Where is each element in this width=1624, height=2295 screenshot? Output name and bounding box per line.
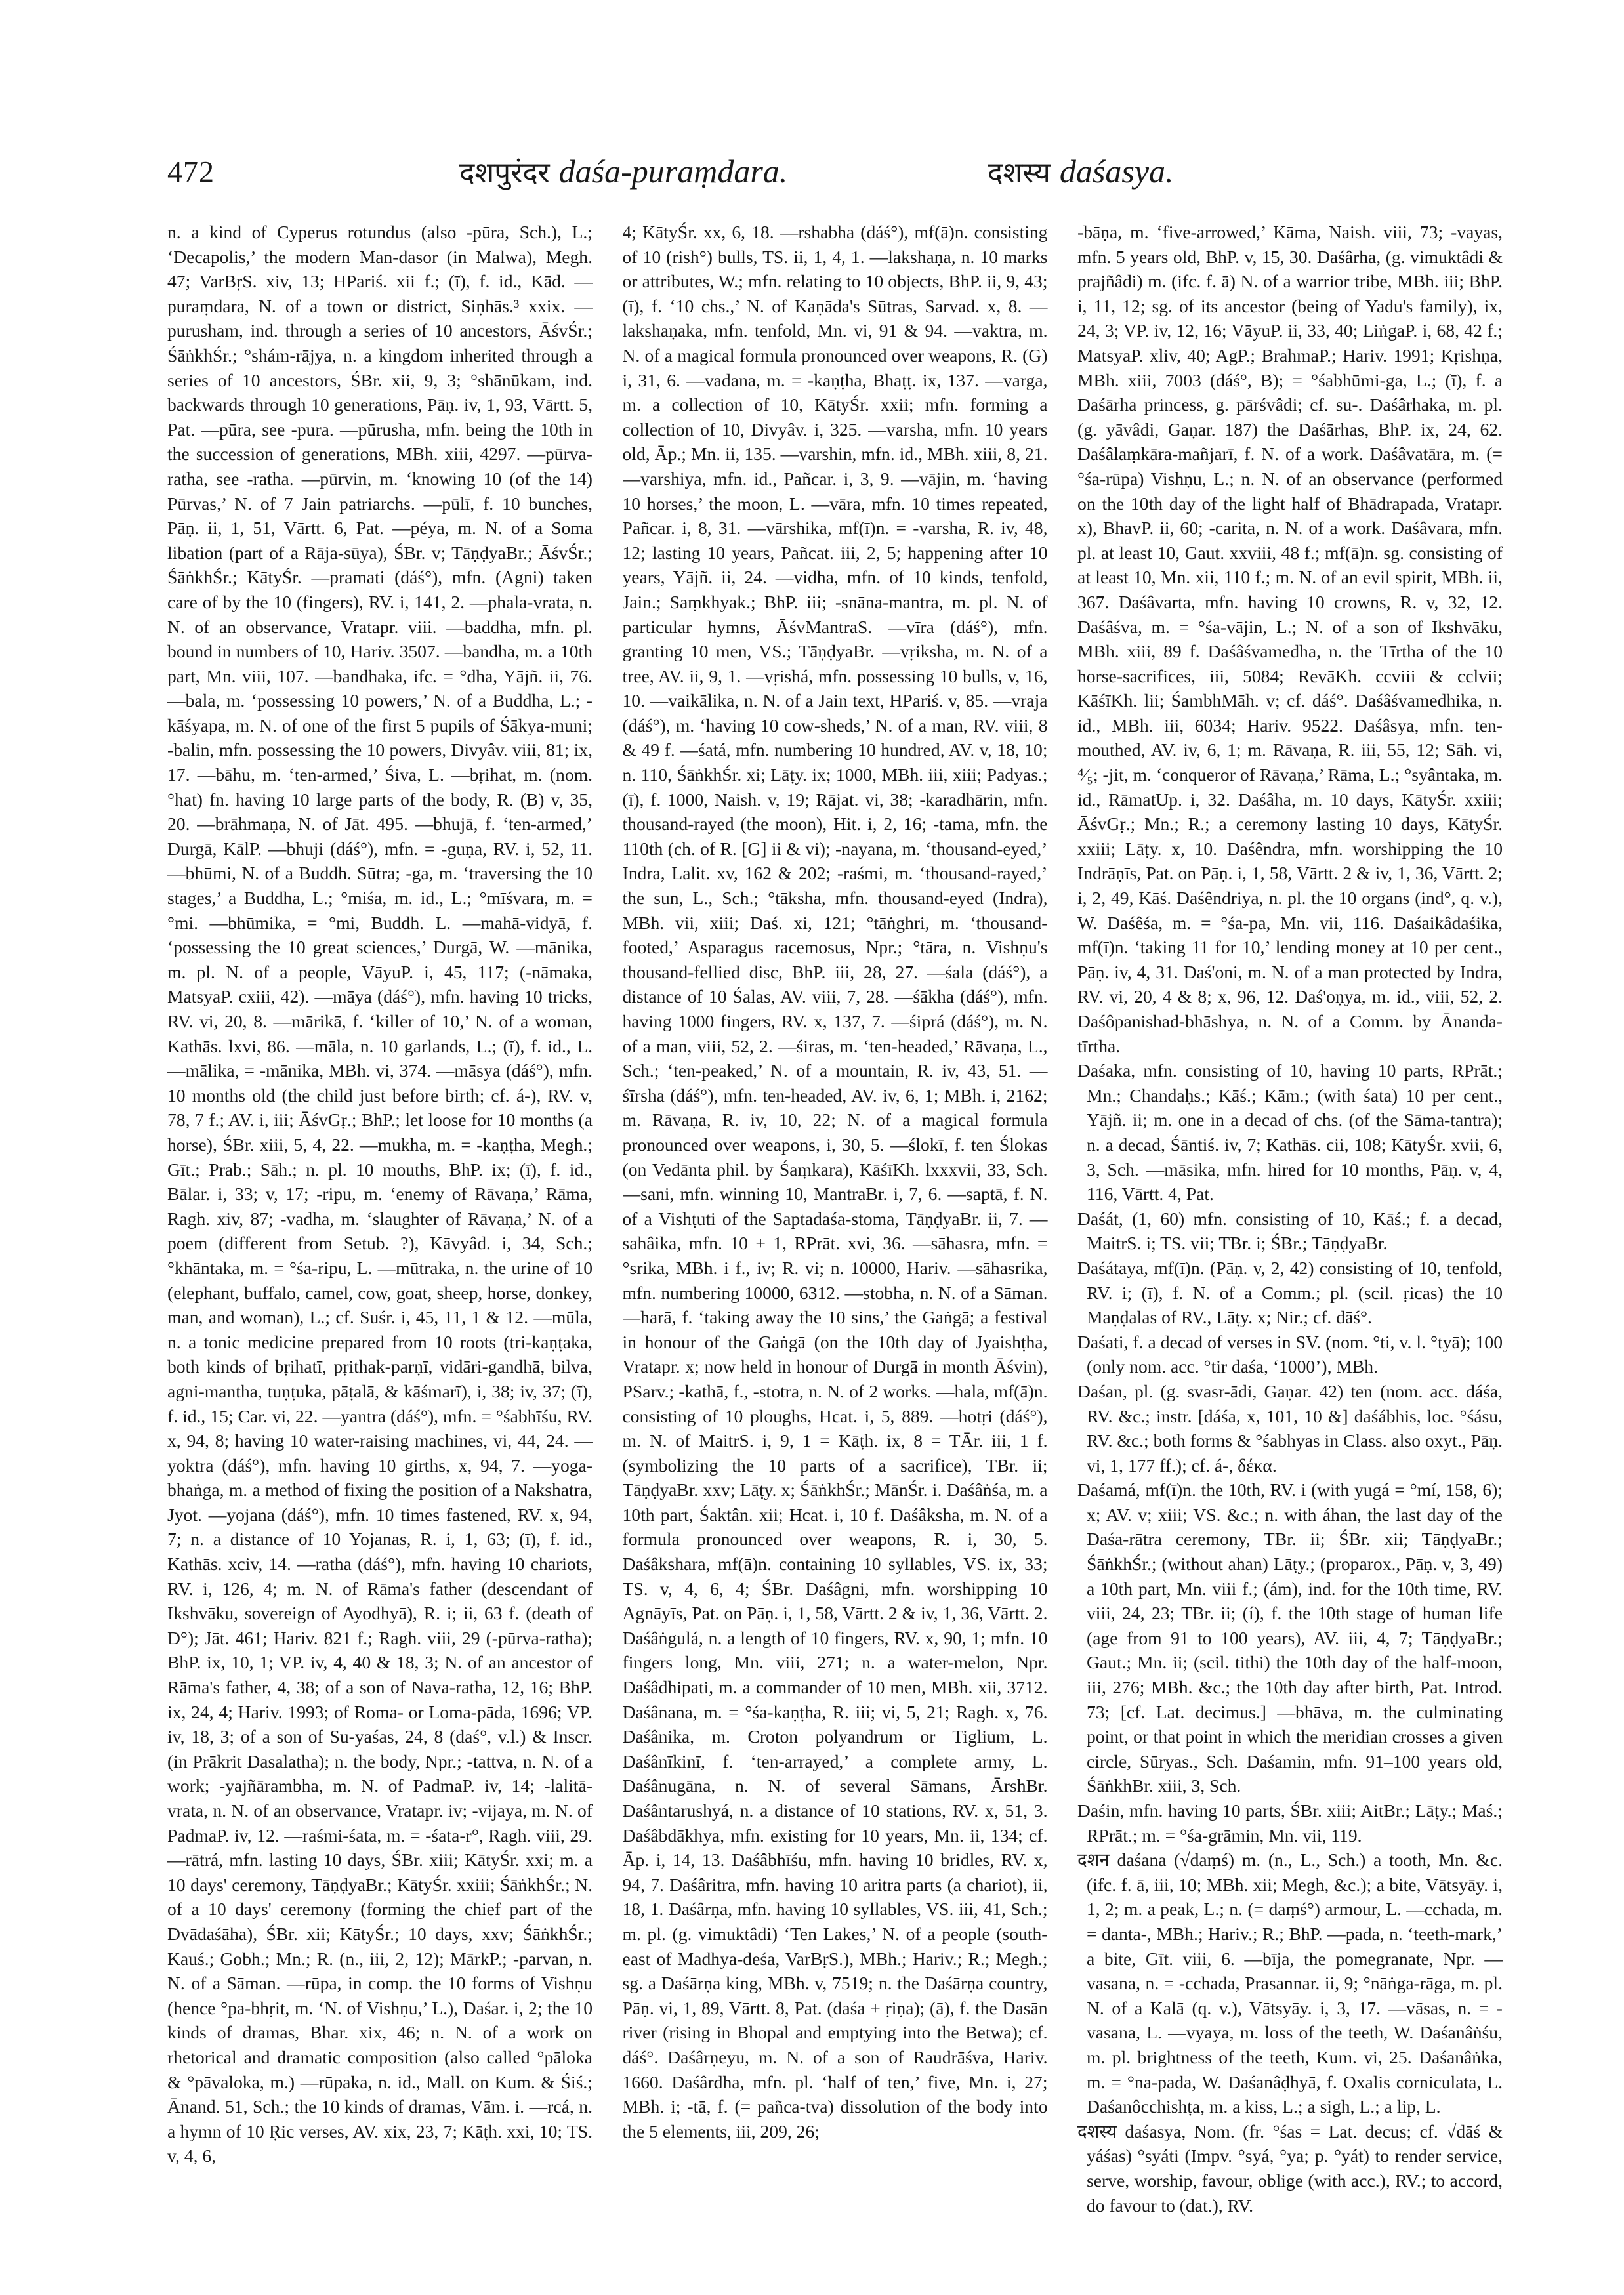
right-headword-latin: daśasya. bbox=[1059, 153, 1174, 190]
entry-dasati: Daśati, f. a decad of verses in SV. (nom. °ti, v. l. °tyā); 100 (only nom. acc. °tir daśa, ‘1000’), MBh. bbox=[1077, 1331, 1503, 1377]
text-columns bbox=[167, 220, 1503, 2241]
page-header bbox=[167, 148, 1503, 207]
column-text: 4; KātyŚr. xx, 6, 18. —rshabha (dáś°), mf(ā)n. consisting of 10 (rish°) bulls, TS. ii, 1, 4, 1. —lakshaṇa, n. 10 marks or attributes, W.; mfn. relating to 10 objects, BhP. ii, 9, 43; (ī), f. ‘10 chs.,’ N. of Kaṇāda's Sūtras, Sarvad. x, 8. —lakshaṇaka, mfn. tenfold, Mn. vi, 91 & 94. —vaktra, m. N. of a magical formula pronounced over weapons, R. (G) i, 31, 6. —vadana, m. = -kaṇṭha, Bhaṭṭ. ix, 137. —varga, m. a collection of 10, KātyŚr. xxii; mfn. forming a collection of 10, Divyâv. i, 325. —varsha, mfn. 10 years old, Āp.; Mn. ii, 135. —varshin, mfn. id., MBh. xiii, 8, 21. —varshiya, mfn. id., Pañcar. i, 3, 9. —vājin, m. ‘having 10 horses,’ the moon, L. —vāra, mfn. 10 times repeated, Pañcar. i, 8, 31. —vārshika, mf(ī)n. = -varsha, R. iv, 48, 12; lasting 10 years, Pañcat. iii, 2, 5; happening after 10 years, Yājñ. ii, 24. —vidha, mfn. of 10 kinds, tenfold, Jain.; Saṃkhyak.; BhP. iii; -snāna-mantra, m. pl. N. of particular hymns, ĀśvMantraS. —vīra (dáś°), mfn. granting 10 men, VS.; TāṇḍyaBr. —vṛiksha, m. N. of a tree, AV. ii, 9, 1. —vṛishá, mfn. possessing 10 bulls, v, 16, 10. —vaikālika, n. N. of a Jain text, HPariś. v, 85. —vraja (dáś°), m. ‘having 10 cow-sheds,’ N. of a man, RV. viii, 8 & 49 f. —śatá, mfn. numbering 10 hundred, AV. v, 18, 10; n. 110, ŚāṅkhŚr. xi; Lāṭy. ix; 1000, MBh. iii, xiii; Padyas.; (ī), f. 1000, Naish. v, 19; Rājat. vi, 38; -karadhārin, mfn. thousand-rayed (the moon), Hit. i, 2, 16; -tama, mfn. the 110th (ch. of R. [G] ii & vi); -nayana, m. ‘thousand-eyed,’ Indra, Lalit. xv, 162 & 202; -raśmi, m. ‘thousand-rayed,’ the sun, L., Sch.; °tāksha, mfn. thousand-eyed (Indra), MBh. vii, xiii; Daś. xi, 121; °tāṅghri, m. ‘thousand-footed,’ Asparagus racemosus, Npr.; °tāra, n. Vishṇu's thousand-fellied disc, BhP. iii, 28, 27. —śala (dáś°), a distance of 10 Śalas, AV. viii, 7, 28. —śākha (dáś°), mfn. having 1000 fingers, RV. x, 137, 7. —śiprá (dáś°), m. N. of a man, viii, 52, 2. —śiras, m. ‘ten-headed,’ Rāvaṇa, L., Sch.; ‘ten-peaked,’ N. of a mountain, R. iv, 43, 51. —śīrsha (dáś°), mfn. ten-headed, AV. iv, 6, 1; MBh. i, 2162; m. Rāvaṇa, R. iv, 10, 22; N. of a magical formula pronounced over weapons, i, 30, 5. —ślokī, f. ten Ślokas (on Vedānta phil. by Śaṃkara), KāśīKh. lxxxvii, 33, Sch. —sani, mfn. winning 10, MantraBr. i, 7, 6. —saptā, f. N. of a Vishṭuti of the Saptadaśa-stoma, TāṇḍyaBr. ii, 7. —sahâika, mfn. 10 + 1, RPrāt. xvi, 36. —sāhasra, mfn. = °srika, MBh. i f., iv; R. vi; n. 10000, Hariv. —sāhasrika, mfn. numbering 10000, 6312. —stobha, n. N. of a Sāman. —harā, f. ‘taking away the 10 sins,’ the Gaṅgā; a festival in honour of the Gaṅgā (on the 10th day of Jyaishṭha, Vratapr. x; now held in honour of Durgā in month Āśvin), PSarv.; -kathā, f., -stotra, n. N. of 2 works. —hala, mf(ā)n. consisting of 10 ploughs, Hcat. i, 5, 889. —hotṛi (dáś°), m. N. of MaitrS. i, 9, 1 = Kāṭh. ix, 8 = TĀr. iii, 1 f. (symbolizing the 10 parts of a sacrifice), TBr. ii; TāṇḍyaBr. xxv; Lāṭy. x; ŚāṅkhŚr.; MānŚr. i. Daśâṅśa, m. a 10th part, Śaktân. xii; Hcat. i, 10 f. Daśâksha, m. N. of a formula pronounced over weapons, R. i, 30, 5. Daśâkshara, mf(ā)n. containing 10 syllables, VS. ix, 33; TS. v, 4, 6, 4; ŚBr. Daśâgni, mfn. worshipping 10 Agnāyīs, Pat. on Pāṇ. i, 1, 58, Vārtt. 2 & iv, 1, 36, Vārtt. 2. Daśâṅgulá, n. a length of 10 fingers, RV. x, 90, 1; mfn. 10 fingers long, Mn. viii, 271; n. a water-melon, Npr. Daśâdhipati, m. a commander of 10 men, MBh. xii, 3712. Daśânana, m. = °śa-kaṇṭha, R. iii; vi, 5, 21; Ragh. x, 76. Daśânika, m. Croton polyandrum or Tiglium, L. Daśânīkinī, f. ‘ten-arrayed,’ a complete army, L. Daśânugāna, n. N. of several Sāmans, ĀrshBr. Daśântarushyá, n. a distance of 10 stations, RV. x, 51, 3. Daśâbdākhya, mfn. existing for 10 years, Mn. ii, 134; cf. Āp. i, 14, 13. Daśâbhīśu, mfn. having 10 bridles, RV. x, 94, 7. Daśâritra, mfn. having 10 aritra parts (a chariot), ii, 18, 1. Daśârṇa, mfn. having 10 syllables, VS. iii, 41, Sch.; m. pl. (g. vimuktâdi) ‘Ten Lakes,’ N. of a people (south-east of Madhya-deśa, VarBṛS.), MBh.; Hariv.; R.; Megh.; sg. a Daśārṇa king, MBh. v, 7519; n. the Daśārṇa country, Pāṇ. vi, 1, 89, Vārtt. 8, Pat. (daśa + ṛiṇa); (ā), f. the Dasān river (rising in Bhopal and emptying into the Betwa); cf. dáś°. Daśârṇeyu, m. N. of a son of Raudrāśva, Hariv. 1660. Daśârdha, mfn. pl. ‘half of ten,’ five, Mn. i, 27; MBh. i; -tā, f. (= pañca-tva) dissolution of the body into the 5 elements, iii, 209, 26; bbox=[622, 222, 1048, 2141]
page-number: 472 bbox=[167, 155, 215, 188]
entry-dasasya: दशस्य daśasya, Nom. (fr. °śas = Lat. decus; cf. √dāś & yáśas) °syáti (Impv. °syá, °ya; p. °yát) to render service, serve, worship, favour, oblige (with acc.), RV.; to accord, do favour to (dat.), RV. bbox=[1077, 2120, 1503, 2216]
entry-dasan: Daśan, pl. (g. svasr-ādi, Gaṇar. 42) ten (nom. acc. dáśa, RV. &c.; instr. [dáśa, x, 101, 10 &] daśábhis, loc. °śásu, RV. &c.; both forms & °śabhyas in Class. also oxyt., Pāṇ. vi, 1, 177 ff.); cf. á-, δέκα. bbox=[1077, 1380, 1503, 1476]
dictionary-page bbox=[167, 148, 1503, 2247]
left-running-headword bbox=[459, 152, 787, 191]
column-right bbox=[1077, 220, 1503, 2241]
entry-dasin: Daśin, mfn. having 10 parts, ŚBr. xiii; AitBr.; Lāṭy.; Maś.; RPrāt.; m. = °śa-grāmin, Mn. vii, 119. bbox=[1077, 1800, 1503, 1846]
column-left bbox=[167, 220, 593, 2241]
right-headword-devanagari: दशस्य bbox=[988, 156, 1051, 190]
column-text: -bāṇa, m. ‘five-arrowed,’ Kāma, Naish. viii, 73; -vayas, mfn. 5 years old, BhP. v, 15, 30. Daśârha, (g. vimuktâdi & prajñâdi) m. (ifc. f. ā) N. of a warrior tribe, MBh. iii; BhP. i, 11, 12; sg. of its ancestor (being of Yadu's family), ix, 24, 3; VP. iv, 12, 16; VāyuP. ii, 33, 40; LiṅgaP. i, 68, 42 f.; MatsyaP. xliv, 40; AgP.; BrahmaP.; Hariv. 1991; Kṛishṇa, MBh. xiii, 7003 (dáś°, B); = °śabhūmi-ga, L.; (ī), f. a Daśārha princess, g. pārśvâdi; cf. su-. Daśârhaka, m. pl. (g. yāvâdi, Gaṇar. 187) the Daśārhas, BhP. ix, 24, 62. Daśâlaṃkāra-mañjarī, f. N. of a work. Daśâvatāra, m. (= °śa-rūpa) Vishṇu, L.; n. N. of an observance (performed on the 10th day of the light half of Bhādrapada, Vratapr. x), BhavP. ii, 60; -carita, n. N. of a work. Daśâvara, mfn. pl. at least 10, Gaut. xxviii, 48 f.; mf(ā)n. sg. consisting of at least 10, Mn. xii, 110 f.; m. N. of an evil spirit, MBh. ii, 367. Daśâvarta, mfn. having 10 crowns, R. v, 32, 12. Daśâśva, m. = °śa-vājin, L.; N. of a son of Ikshvāku, MBh. xiii, 89 f. Daśâśvamedha, n. the Tīrtha of the 10 horse-sacrifices, iii, 5084; RevāKh. ccviii & cclvii; KāśīKh. lii; ŚambhMāh. v; cf. dáś°. Daśâśvamedhika, n. id., MBh. iii, 6034; Hariv. 9522. Daśâsya, mfn. ten-mouthed, AV. iv, 6, 1; m. Rāvaṇa, R. iii, 55, 12; Sāh. vi, ⁴⁄₅; -jit, m. ‘conqueror of Rāvaṇa,’ Rāma, L.; °syântaka, m. id., RāmatUp. i, 32. Daśâha, m. 10 days, KātyŚr. xxiii; ĀśvGṛ.; Mn.; R.; a ceremony lasting 10 days, KātyŚr. xxiii; Lāṭy. x, 10. Daśêndra, mfn. worshipping the 10 Indrāṇīs, Pat. on Pāṇ. i, 1, 58, Vārtt. 2 & iv, 1, 36, Vārtt. 2; i, 2, 49, Kāś. Daśêndriya, n. pl. the 10 organs (ind°, q. v.), W. Daśêśa, m. = °śa-pa, Mn. vii, 116. Daśaikâdaśika, mf(ī)n. ‘taking 11 for 10,’ lending money at 10 per cent., Pāṇ. iv, 4, 31. Daś'oni, m. N. of a man protected by Indra, RV. vi, 20, 4 & 8; x, 96, 12. Daś'oṇya, m. id., viii, 52, 2. Daśôpanishad-bhāshya, n. N. of a Comm. by Ānanda-tīrtha. bbox=[1077, 222, 1503, 1056]
column-middle bbox=[623, 220, 1048, 2241]
entry-dasaka: Daśaka, mfn. consisting of 10, having 10 parts, RPrāt.; Mn.; Chandaḥs.; Kāś.; Kām.; (with śata) 10 per cent., Yājñ. ii; m. one in a decad of chs. (of the Sāma-tantra); n. a decad, Śāntiś. iv, 7; Kathās. cii, 108; KātyŚr. xvii, 6, 3, Sch. —māsika, mfn. hired for 10 months, Pāṇ. v, 4, 116, Vārtt. 4, Pat. bbox=[1077, 1060, 1503, 1205]
left-headword-latin: daśa-puraṃdara. bbox=[558, 153, 788, 190]
entry-dasana: दशन daśana (√daṃś) m. (n., L., Sch.) a tooth, Mn. &c. (ifc. f. ā, iii, 10; MBh. xii; Megh, &c.); a bite, Vātsyāy. i, 1, 2; m. a peak, L.; n. (= daṃś°) armour, L. —cchada, m. = danta-, MBh.; Hariv.; R.; BhP. —pada, n. ‘teeth-mark,’ a bite, Gīt. viii, 6. —bīja, the pomegranate, Npr. —vasana, n. = -cchada, Prasannar. ii, 9; °nāṅga-rāga, m. pl. N. of a Kalā (q. v.), Vātsyāy. i, 3, 17. —vāsas, n. = -vasana, L. —vyaya, m. loss of the teeth, W. Daśanâṅśu, m. pl. brightness of the teeth, Kum. vi, 25. Daśanâṅka, m. = °na-pada, W. Daśanâḍhyā, f. Oxalis corniculata, L. Daśanôcchishṭa, m. a kiss, L.; a sigh, L.; a lip, L. bbox=[1077, 1850, 1503, 2117]
column-text: n. a kind of Cyperus rotundus (also -pūra, Sch.), L.; ‘Decapolis,’ the modern Man-dasor (in Malwa), Megh. 47; VarBṛS. xiv, 13; HPariś. xii f.; (ī), f. id., Kād. —puraṃdara, N. of a town or district, Siṇhās.³ xxix. —purusham, ind. through a series of 10 ancestors, ĀśvŚr.; ŚāṅkhŚr.; °shám-rājya, n. a kingdom inherited through a series of 10 ancestors, ŚBr. xii, 9, 3; °shānūkam, ind. backwards through 10 generations, Pāṇ. iv, 1, 93, Vārtt. 5, Pat. —pūra, see -pura. —pūrusha, mfn. being the 10th in the succession of generations, MBh. xiii, 4297. —pūrva-ratha, see -ratha. —pūrvin, m. ‘knowing 10 (of the 14) Pūrvas,’ N. of 7 Jain patriarchs. —pūlī, f. 10 bunches, Pāṇ. ii, 1, 51, Vārtt. 6, Pat. —péya, m. N. of a Soma libation (part of a Rāja-sūya), ŚBr. v; TāṇḍyaBr.; ĀśvŚr.; ŚāṅkhŚr.; KātyŚr. —pramati (dáś°), mfn. (Agni) taken care of by the 10 (fingers), RV. i, 141, 2. —phala-vrata, n. N. of an observance, Vratapr. viii. —baddha, mfn. pl. bound in numbers of 10, Hariv. 3507. —bandha, m. a 10th part, Mn. viii, 107. —bandhaka, ifc. = °dha, Yājñ. ii, 76. —bala, m. ‘possessing 10 powers,’ N. of a Buddha, L.; -kāśyapa, m. N. of one of the first 5 pupils of Śākya-muni; -balin, mfn. possessing the 10 powers, Divyâv. viii, 81; ix, 17. —bāhu, m. ‘ten-armed,’ Śiva, L. —bṛihat, m. (nom. °hat) fn. having 10 large parts of the body, R. (B) v, 35, 20. —brāhmaṇa, N. of Jāt. 495. —bhujā, f. ‘ten-armed,’ Durgā, KālP. —bhuji (dáś°), mfn. = -guṇa, RV. i, 52, 11. —bhūmi, N. of a Buddh. Sūtra; -ga, m. ‘traversing the 10 stages,’ a Buddha, L.; °miśa, m. id., L.; °mīśvara, m. = °mi. —bhūmika, = °mi, Buddh. L. —mahā-vidyā, f. ‘possessing the 10 great sciences,’ Durgā, W. —mānika, m. pl. N. of a people, VāyuP. i, 45, 117; (-nāmaka, MatsyaP. cxiii, 42). —māya (dáś°), mfn. having 10 tricks, RV. vi, 20, 8. —mārikā, f. ‘killer of 10,’ N. of a woman, Kathās. lxvi, 86. —māla, n. 10 garlands, L.; (ī), f. id., L. —mālika, = -mānika, MBh. vi, 374. —māsya (dáś°), mfn. 10 months old (the child just before birth; cf. á-), RV. v, 78, 7 f.; AV. i, iii; ĀśvGṛ.; BhP.; let loose for 10 months (a horse), ŚBr. xiii, 5, 4, 22. —mukha, m. = -kaṇṭha, Megh.; Gīt.; Prab.; Sāh.; n. pl. 10 mouths, BhP. ix; (ī), f. id., Bālar. i, 33; v, 17; -ripu, m. ‘enemy of Rāvaṇa,’ Rāma, Ragh. xiv, 87; -vadha, m. ‘slaughter of Rāvaṇa,’ N. of a poem (different from Setub. ?), Kāvyâd. i, 34, Sch.; °khāntaka, m. = °śa-ripu, L. —mūtraka, n. the urine of 10 (elephant, buffalo, camel, cow, goat, sheep, horse, donkey, man, and woman), L.; cf. Suśr. i, 45, 11, 1 & 12. —mūla, n. a tonic medicine prepared from 10 roots (tri-kaṇṭaka, both kinds of bṛihatī, pṛithak-parṇī, vidāri-gandhā, bilva, agni-mantha, tuṇṭuka, pāṭalā, & kāśmarī), i, 38; iv, 37; (ī), f. id., 15; Car. vi, 22. —yantra (dáś°), mfn. = °śabhīśu, RV. x, 94, 8; having 10 water-raising machines, vi, 44, 24. —yoktra (dáś°), mfn. having 10 girths, x, 94, 7. —yoga-bhaṅga, m. a method of fixing the position of a Nakshatra, Jyot. —yojana (dáś°), mfn. 10 times fastened, RV. x, 94, 7; n. a distance of 10 Yojanas, R. i, 1, 63; (ī), f. id., Kathās. xciv, 14. —ratha (dáś°), mfn. having 10 chariots, RV. i, 126, 4; m. N. of Rāma's father (descendant of Ikshvāku, sovereign of Ayodhyā), R. i; ii, 63 f. (death of D°); Jāt. 461; Hariv. 821 f.; Ragh. viii, 29 (-pūrva-ratha); BhP. ix, 10, 1; VP. iv, 4, 40 & 18, 3; N. of an ancestor of Rāma's father, 4, 38; of a son of Nava-ratha, 12, 16; BhP. ix, 24, 4; Hariv. 1993; of Roma- or Loma-pāda, 1696; VP. iv, 18, 3; of a son of Su-yaśas, 24, 8 (daś°, v.l.) & Inscr. (in Prākrit Dasalatha); n. the body, Npr.; -tattva, n. N. of a work; -yajñārambha, m. N. of PadmaP. iv, 14; -lalitā-vrata, n. N. of an observance, Vratapr. iv; -vijaya, m. N. of PadmaP. iv, 12. —raśmi-śata, m. = -śata-r°, Ragh. viii, 29. —rātrá, mfn. lasting 10 days, ŚBr. xiii; KātyŚr. xxi; m. a 10 days' ceremony, TāṇḍyaBr.; KātyŚr. xxiii; ŚāṅkhŚr.; N. of a 10 days' ceremony (forming the chief part of the Dvādaśāha), ŚBr. xii; KātyŚr.; 10 days, xxv; ŚāṅkhŚr.; Kauś.; Gobh.; Mn.; R. (n., iii, 2, 12); MārkP.; -parvan, n. N. of a Sāman. —rūpa, in comp. the 10 forms of Vishṇu (hence °pa-bhṛit, m. ‘N. of Vishṇu,’ L.), Daśar. i, 2; the 10 kinds of dramas, Bhar. xix, 46; n. N. of a work on rhetorical and dramatic composition (also called °pāloka & °pāvaloka, m.) —rūpaka, n. id., Mall. on Kum. & Śiś.; Ānand. 51, Sch.; the 10 kinds of dramas, Vām. i. —rcá, n. a hymn of 10 Ṛic verses, AV. xix, 23, 7; Kāṭh. xxi, 10; TS. v, 4, 6, bbox=[167, 222, 593, 2166]
entry-dasama: Daśamá, mf(ī)n. the 10th, RV. i (with yugá = °mí, 158, 6); x; AV. v; xiii; VS. &c.; n. with áhan, the last day of the Daśa-rātra ceremony, TBr. ii; ŚBr. xii; TāṇḍyaBr.; ŚāṅkhŚr.; (without ahan) Lāṭy.; (proparox., Pāṇ. v, 3, 49) a 10th part, Mn. viii f.; (ám), ind. for the 10th time, RV. viii, 24, 23; TBr. ii; (í), f. the 10th stage of human life (age from 91 to 100 years), AV. iii, 4, 7; TāṇḍyaBr.; Gaut.; Mn. ii; (scil. tithi) the 10th day of the half-moon, iii, 276; MBh. &c.; the 10th day after birth, Pat. Introd. 73; [cf. Lat. decimus.] —bhāva, m. the culminating point, or that point in which the meridian crosses a given circle, Sūryas., Sch. Daśamin, mfn. 91–100 years old, ŚāṅkhBr. xiii, 3, Sch. bbox=[1077, 1479, 1503, 1796]
entry-dasat: Daśát, (1, 60) mfn. consisting of 10, Kāś.; f. a decad, MaitrS. i; TS. vii; TBr. i; ŚBr.; TāṇḍyaBr. bbox=[1077, 1208, 1503, 1254]
entry-dasataya: Daśátaya, mf(ī)n. (Pāṇ. v, 2, 42) consisting of 10, tenfold, RV. i; (ī), f. N. of a Comm.; pl. (scil. ṛicas) the 10 Maṇḍalas of RV., Lāṭy. x; Nir.; cf. dāś°. bbox=[1077, 1257, 1503, 1328]
left-headword-devanagari: दशपुरंदर bbox=[459, 156, 550, 190]
right-running-headword bbox=[988, 152, 1174, 191]
